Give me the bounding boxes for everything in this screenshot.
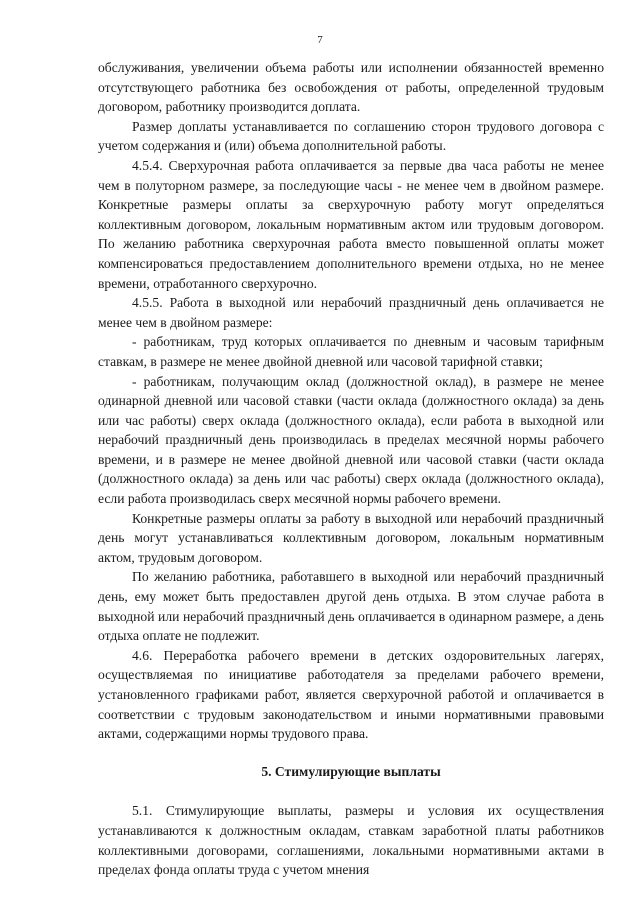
section-heading: 5. Стимулирующие выплаты bbox=[261, 763, 441, 779]
paragraph-continuation: обслуживания, увеличении объема работы или исполнении обязанностей временно отсутствующего работника без освобождения от работы, определенной трудовым договором, работнику производится доплата. bbox=[98, 60, 604, 115]
paragraph-4-5-4-overtime: 4.5.4. Сверхурочная работа оплачивается за первые два часа работы не менее чем в полуторном размере, за последующие часы - не менее чем в двойном размере. Конкретные размеры оплаты за сверхурочную работу могут определяться коллективным договором, локальным нормативным актом или трудовым договором. По желанию работника сверхурочная работа вместо повышенной оплаты может компенсироваться предоставлением дополнительного времени отдыха, но не менее времени, отработанного сверхурочно. bbox=[98, 157, 604, 291]
document-body bbox=[98, 58, 604, 880]
paragraph-extra-day-off: По желанию работника, работавшего в выходной или нерабочий праздничный день, ему может быть предоставлен другой день отдыха. В этом случае работа в выходной или нерабочий праздничный день оплачивается в одинарном размере, а день отдыха оплате не подлежит. bbox=[98, 569, 604, 644]
list-item-tariff-workers: - работникам, труд которых оплачивается по дневным и часовым тарифным ставкам, в размере не менее двойной дневной или часовой тарифной ставки; bbox=[98, 334, 604, 369]
paragraph-4-6-camp-overtime: 4.6. Переработка рабочего времени в детских оздоровительных лагерях, осуществляемая по инициативе работодателя за пределами рабочего времени, установленного графиками работ, является сверхурочной работой и оплачивается в соответствии с трудовым законодательством и иными нормативными правовыми актами, содержащими нормы трудового права. bbox=[98, 647, 604, 742]
paragraph-4-5-5-weekend-work: 4.5.5. Работа в выходной или нерабочий праздничный день оплачивается не менее чем в двойном размере: bbox=[98, 295, 604, 330]
paragraph-specific-payment-amounts: Конкретные размеры оплаты за работу в выходной или нерабочий праздничный день могут устанавливаться коллективным договором, локальным нормативным актом, трудовым договором. bbox=[98, 510, 604, 565]
list-item-salaried-workers: - работникам, получающим оклад (должностной оклад), в размере не менее одинарной дневной или часовой ставки (части оклада (должностного оклада) за день или час работы) сверх оклада (должностного оклада), если работа в выходной или нерабочий праздничный день производилась в пределах месячной нормы рабочего времени, и в размере не менее двойной дневной или часовой ставки (части оклада (должностного оклада) за день или час работы) сверх оклада (должностного оклада), если работа производилась сверх месячной нормы рабочего времени. bbox=[98, 373, 604, 507]
paragraph-payment-size: Размер доплаты устанавливается по соглашению сторон трудового договора с учетом содержания и (или) объема дополнительной работы. bbox=[98, 118, 604, 154]
page-number: 7 bbox=[317, 34, 323, 46]
paragraph-5-1-incentive-payments: 5.1. Стимулирующие выплаты, размеры и условия их осуществления устанавливаются к должностным окладам, ставкам заработной платы работников коллективными договорами, соглашениями, локальными нормативными актами в пределах фонда оплаты труда с учетом мнения bbox=[98, 803, 604, 878]
